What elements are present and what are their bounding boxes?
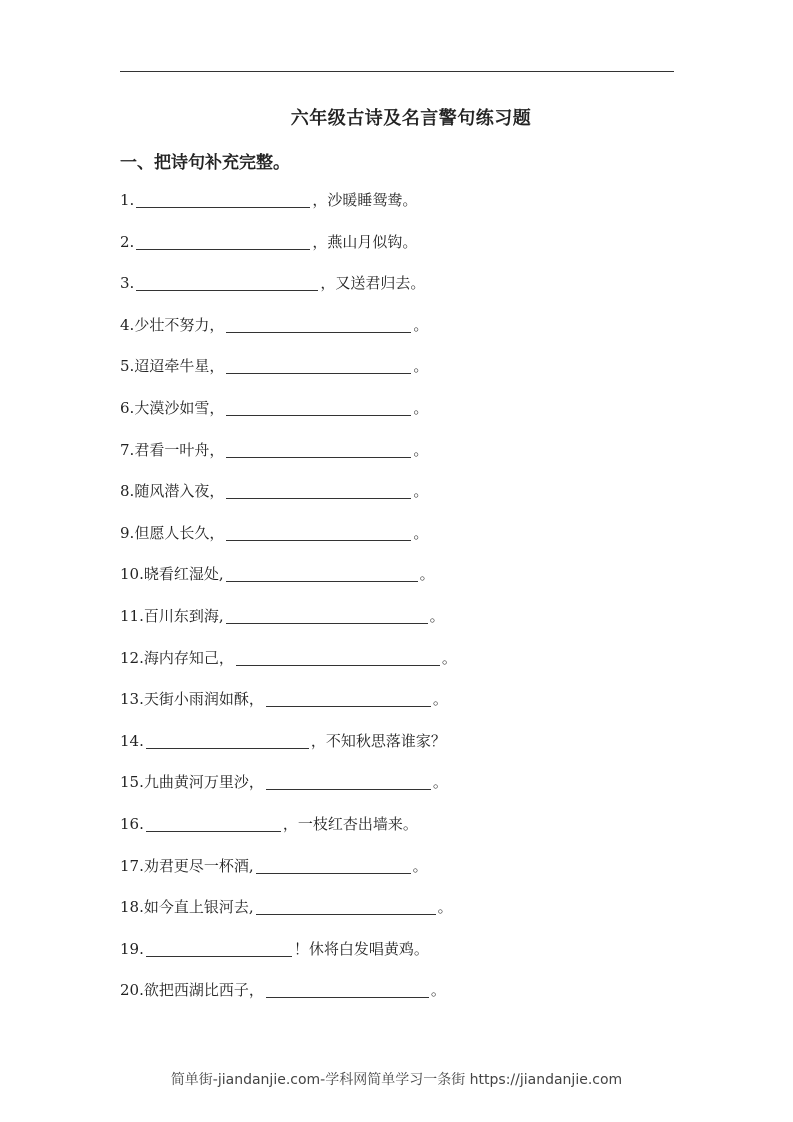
question-text-after: ，燕山月似钩。	[312, 232, 418, 251]
question-item	[120, 978, 457, 1020]
question-text-after: 。	[413, 482, 429, 501]
answer-blank[interactable]	[266, 978, 429, 998]
question-item	[120, 812, 457, 854]
question-text-before: 但愿人长久，	[134, 523, 225, 542]
question-item	[120, 396, 457, 438]
question-text-before: 欲把西湖比西子，	[143, 981, 264, 1000]
question-number: 7.	[120, 440, 135, 459]
answer-blank[interactable]	[226, 313, 411, 333]
answer-blank[interactable]	[256, 854, 411, 874]
question-text-after: ，不知秋思落谁家？	[310, 731, 446, 750]
question-number: 18.	[120, 898, 144, 917]
question-text-after: ，一枝红杏出墙来。	[282, 814, 418, 833]
section-heading: 一、把诗句补充完整。	[120, 153, 290, 173]
answer-blank[interactable]	[226, 604, 428, 624]
question-number: 6.	[120, 398, 135, 417]
question-item	[120, 729, 457, 771]
question-number: 3.	[120, 274, 135, 293]
question-text-after: 。	[419, 565, 435, 584]
question-item	[120, 604, 457, 646]
question-text-before: 劝君更尽一杯酒,	[143, 856, 254, 875]
question-text-before: 天街小雨润如酥，	[143, 690, 264, 709]
answer-blank[interactable]	[146, 937, 292, 957]
question-item	[120, 188, 457, 230]
question-text-before: 海内存知己，	[143, 648, 234, 667]
question-text-after: 。	[412, 856, 428, 875]
header-rule	[120, 71, 674, 72]
question-text-before: 晓看红湿处,	[143, 565, 224, 584]
answer-blank[interactable]	[136, 188, 310, 208]
question-text-after: 。	[413, 398, 429, 417]
question-number: 2.	[120, 232, 135, 251]
question-text-before: 君看一叶舟，	[134, 440, 225, 459]
question-item	[120, 687, 457, 729]
question-number: 10.	[120, 565, 144, 584]
question-number: 17.	[120, 856, 144, 875]
question-text-after: 。	[429, 606, 445, 625]
question-item	[120, 271, 457, 313]
question-text-after: 。	[413, 440, 429, 459]
answer-blank[interactable]	[236, 646, 440, 666]
question-text-after: 。	[430, 981, 446, 1000]
question-text-after: 。	[413, 357, 429, 376]
question-item	[120, 521, 457, 563]
question-item	[120, 895, 457, 937]
answer-blank[interactable]	[146, 729, 309, 749]
question-text-before: 少壮不努力，	[134, 315, 225, 334]
answer-blank[interactable]	[266, 687, 431, 707]
question-number: 11.	[120, 606, 144, 625]
question-item	[120, 479, 457, 521]
answer-blank[interactable]	[226, 354, 411, 374]
question-number: 13.	[120, 690, 144, 709]
question-text-after: 。	[432, 690, 448, 709]
question-item	[120, 562, 457, 604]
question-number: 20.	[120, 981, 144, 1000]
question-item	[120, 230, 457, 272]
answer-blank[interactable]	[226, 479, 411, 499]
question-number: 8.	[120, 482, 135, 501]
question-text-before: 百川东到海,	[143, 606, 224, 625]
question-item	[120, 937, 457, 979]
question-number: 19.	[120, 939, 144, 958]
question-item	[120, 438, 457, 480]
question-text-before: 迢迢牵牛星，	[134, 357, 225, 376]
question-text-before: 随风潜入夜，	[134, 482, 225, 501]
question-list	[120, 188, 457, 1020]
answer-blank[interactable]	[266, 770, 431, 790]
question-number: 14.	[120, 731, 144, 750]
question-text-before: 九曲黄河万里沙，	[143, 773, 264, 792]
question-text-before: 大漠沙如雪，	[134, 398, 225, 417]
question-item	[120, 354, 457, 396]
question-item	[120, 770, 457, 812]
question-text-after: 。	[432, 773, 448, 792]
question-item	[120, 313, 457, 355]
question-text-after: ，又送君归去。	[320, 274, 426, 293]
question-item	[120, 646, 457, 688]
answer-blank[interactable]	[226, 438, 411, 458]
answer-blank[interactable]	[226, 562, 418, 582]
answer-blank[interactable]	[226, 396, 411, 416]
question-text-after: ！休将白发唱黄鸡。	[293, 939, 429, 958]
question-text-after: 。	[437, 898, 453, 917]
question-item	[120, 854, 457, 896]
answer-blank[interactable]	[146, 812, 281, 832]
answer-blank[interactable]	[136, 271, 318, 291]
question-number: 16.	[120, 814, 144, 833]
question-number: 12.	[120, 648, 144, 667]
question-number: 1.	[120, 191, 135, 209]
question-number: 5.	[120, 357, 135, 376]
question-number: 4.	[120, 315, 135, 334]
question-number: 9.	[120, 523, 135, 542]
question-text-after: 。	[441, 648, 457, 667]
answer-blank[interactable]	[136, 230, 310, 250]
question-text-after: ，沙暖睡鸳鸯。	[312, 191, 418, 209]
question-number: 15.	[120, 773, 144, 792]
page-title: 六年级古诗及名言警句练习题	[290, 108, 532, 129]
question-text-after: 。	[413, 523, 429, 542]
answer-blank[interactable]	[226, 521, 411, 541]
answer-blank[interactable]	[256, 895, 436, 915]
footer-watermark: 简单街-jiandanjie.com-学科网简单学习一条街 https://jiandanjie.com	[170, 1072, 623, 1088]
question-text-after: 。	[413, 315, 429, 334]
question-text-before: 如今直上银河去,	[143, 898, 254, 917]
